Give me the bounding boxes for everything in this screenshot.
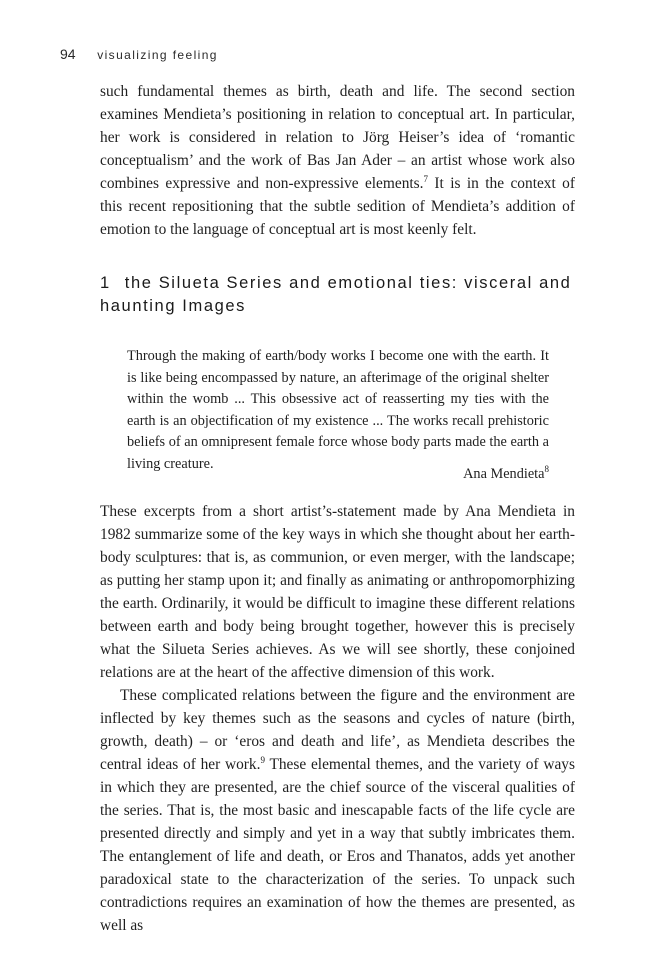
section-number: 1: [100, 274, 111, 292]
paragraph-3: [100, 684, 575, 937]
paragraph-3-part1: These complicated relations between the figure and the environment are inflected by key themes such as the seasons and cycles of nature (birth, growth, death) – or ‘eros and death and life’, as Mendieta describes the central ideas of her work.: [100, 687, 575, 773]
footnote-ref-9: 9: [260, 754, 265, 765]
intro-text-part2: It is in the context of this recent repositioning that the subtle sedition of Mendieta’s addition of emotion to the language of conceptual art is most keenly felt.: [100, 175, 576, 238]
quote-attribution: [127, 466, 549, 483]
page-number: 94: [60, 46, 76, 62]
footnote-ref-7: 7: [423, 173, 429, 184]
running-header: [60, 46, 218, 62]
footnote-ref-8: 8: [544, 464, 549, 475]
paragraph-2: These excerpts from a short artist’s-statement made by Ana Mendieta in 1982 summarize some of the key ways in which she thought about her earth-body sculptures: that is, as communion, or even merger, with the landscape; as putting her stamp upon it; and finally as animating or anthropomorphizing the earth. Ordinarily, it would be difficult to imagine these different relations between earth and body being brought together, however this is precisely what the Silueta Series achieves. As we will see shortly, these conjoined relations are at the heart of the affective dimension of this work.: [100, 503, 575, 681]
paragraph-3-part2: These elemental themes, and the variety of ways in which they are presented, are the chief source of the visceral qualities of the series. That is, the most basic and inescapable facts of the life cycle are presented directly and simply and yet in a way that subtly imbricates them. The entanglement of life and death, or Eros and Thanatos, adds yet another paradoxical state to the characterization of the series. To unpack such contradictions requires an examination of how the themes are presented, as well as: [100, 756, 575, 934]
quote-author: Ana Mendieta: [463, 466, 545, 482]
body-block: [100, 500, 575, 937]
block-quote: Through the making of earth/body works I become one with the earth. It is like being encompassed by nature, an afterimage of the original shelter within the womb ... This obsessive act of reasserting my ties with the earth is an objectification of my existence ... The works recall prehistoric beliefs of an omnipresent female force whose body parts made the earth a living creature.: [127, 348, 549, 472]
intro-paragraph: [100, 80, 575, 241]
intro-paragraph-block: [100, 80, 575, 241]
intro-text-part1: such fundamental themes as birth, death and life. The second section examines Mendieta’s positioning in relation to conceptual art. In particular, her work is considered in relation to Jörg Heiser’s idea of ‘romantic conceptualism’ and the work of Bas Jan Ader – an artist whose work also combines expressive and non-expressive elements.: [100, 83, 575, 192]
section-heading: [100, 272, 580, 318]
running-title: visualizing feeling: [97, 48, 218, 62]
section-title: the Silueta Series and emotional ties: visceral and haunting Images: [100, 274, 572, 315]
